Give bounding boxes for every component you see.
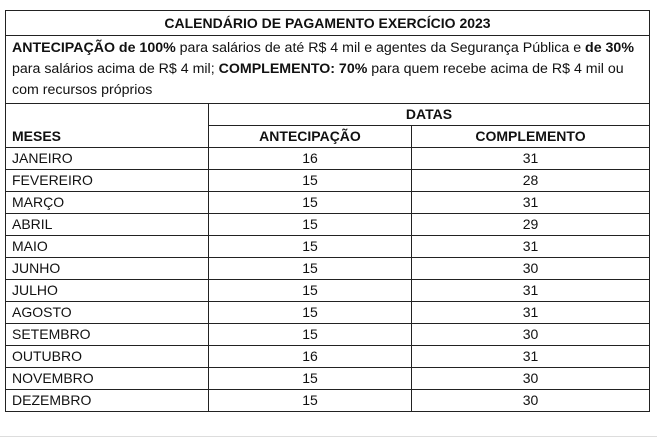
month-cell: NOVEMBRO — [6, 368, 209, 390]
header-antecipacao: ANTECIPAÇÃO — [209, 126, 412, 148]
complemento-cell: 28 — [412, 170, 650, 192]
month-cell: SETEMBRO — [6, 324, 209, 346]
table-row — [6, 390, 650, 412]
title-row — [6, 11, 650, 36]
month-cell: JANEIRO — [6, 148, 209, 170]
month-cell: MARÇO — [6, 192, 209, 214]
antecipacao-cell: 15 — [209, 192, 412, 214]
intro-row — [6, 36, 650, 104]
table-row — [6, 192, 650, 214]
table-row — [6, 302, 650, 324]
calendar-table — [5, 10, 650, 412]
month-cell: FEVEREIRO — [6, 170, 209, 192]
complemento-cell: 30 — [412, 368, 650, 390]
antecipacao-cell: 15 — [209, 170, 412, 192]
header-complemento: COMPLEMENTO — [412, 126, 650, 148]
payment-calendar — [5, 10, 650, 412]
complemento-cell: 31 — [412, 346, 650, 368]
antecipacao-cell: 15 — [209, 258, 412, 280]
table-row — [6, 148, 650, 170]
table-row — [6, 236, 650, 258]
intro-bold-3: de 30% — [585, 40, 634, 56]
antecipacao-cell: 15 — [209, 302, 412, 324]
intro-text-2: para salários de até R$ 4 mil e agentes da Segurança Pública e — [175, 40, 586, 56]
table-row — [6, 258, 650, 280]
complemento-cell: 31 — [412, 302, 650, 324]
month-cell: OUTUBRO — [6, 346, 209, 368]
complemento-cell: 30 — [412, 390, 650, 412]
complemento-cell: 30 — [412, 258, 650, 280]
complemento-cell: 31 — [412, 148, 650, 170]
intro-bold-5: COMPLEMENTO: 70% — [218, 61, 368, 77]
antecipacao-cell: 15 — [209, 236, 412, 258]
complemento-cell: 31 — [412, 280, 650, 302]
antecipacao-cell: 15 — [209, 368, 412, 390]
table-row — [6, 368, 650, 390]
header-datas: DATAS — [209, 104, 650, 126]
table-row — [6, 280, 650, 302]
complemento-cell: 31 — [412, 236, 650, 258]
month-cell: JUNHO — [6, 258, 209, 280]
month-cell: JULHO — [6, 280, 209, 302]
table-title: CALENDÁRIO DE PAGAMENTO EXERCÍCIO 2023 — [6, 11, 650, 36]
complemento-cell: 31 — [412, 192, 650, 214]
intro-text-4: para salários acima de R$ 4 mil; — [12, 61, 219, 77]
antecipacao-cell: 15 — [209, 324, 412, 346]
month-cell: ABRIL — [6, 214, 209, 236]
complemento-cell: 30 — [412, 324, 650, 346]
antecipacao-cell: 15 — [209, 214, 412, 236]
table-row — [6, 170, 650, 192]
antecipacao-cell: 16 — [209, 346, 412, 368]
page-bottom-divider — [0, 436, 657, 437]
header-meses: MESES — [6, 104, 209, 148]
intro-bold-1: ANTECIPAÇÃO de 100% — [12, 40, 176, 56]
intro-text-6: para quem recebe acima de R$ 4 mil ou com recursos próprios — [12, 61, 624, 98]
month-cell: DEZEMBRO — [6, 390, 209, 412]
antecipacao-cell: 15 — [209, 390, 412, 412]
month-cell: AGOSTO — [6, 302, 209, 324]
month-cell: MAIO — [6, 236, 209, 258]
antecipacao-cell: 15 — [209, 280, 412, 302]
header-row-datas — [6, 104, 650, 126]
antecipacao-cell: 16 — [209, 148, 412, 170]
table-row — [6, 346, 650, 368]
intro-text — [6, 36, 650, 104]
table-row — [6, 214, 650, 236]
complemento-cell: 29 — [412, 214, 650, 236]
table-row — [6, 324, 650, 346]
